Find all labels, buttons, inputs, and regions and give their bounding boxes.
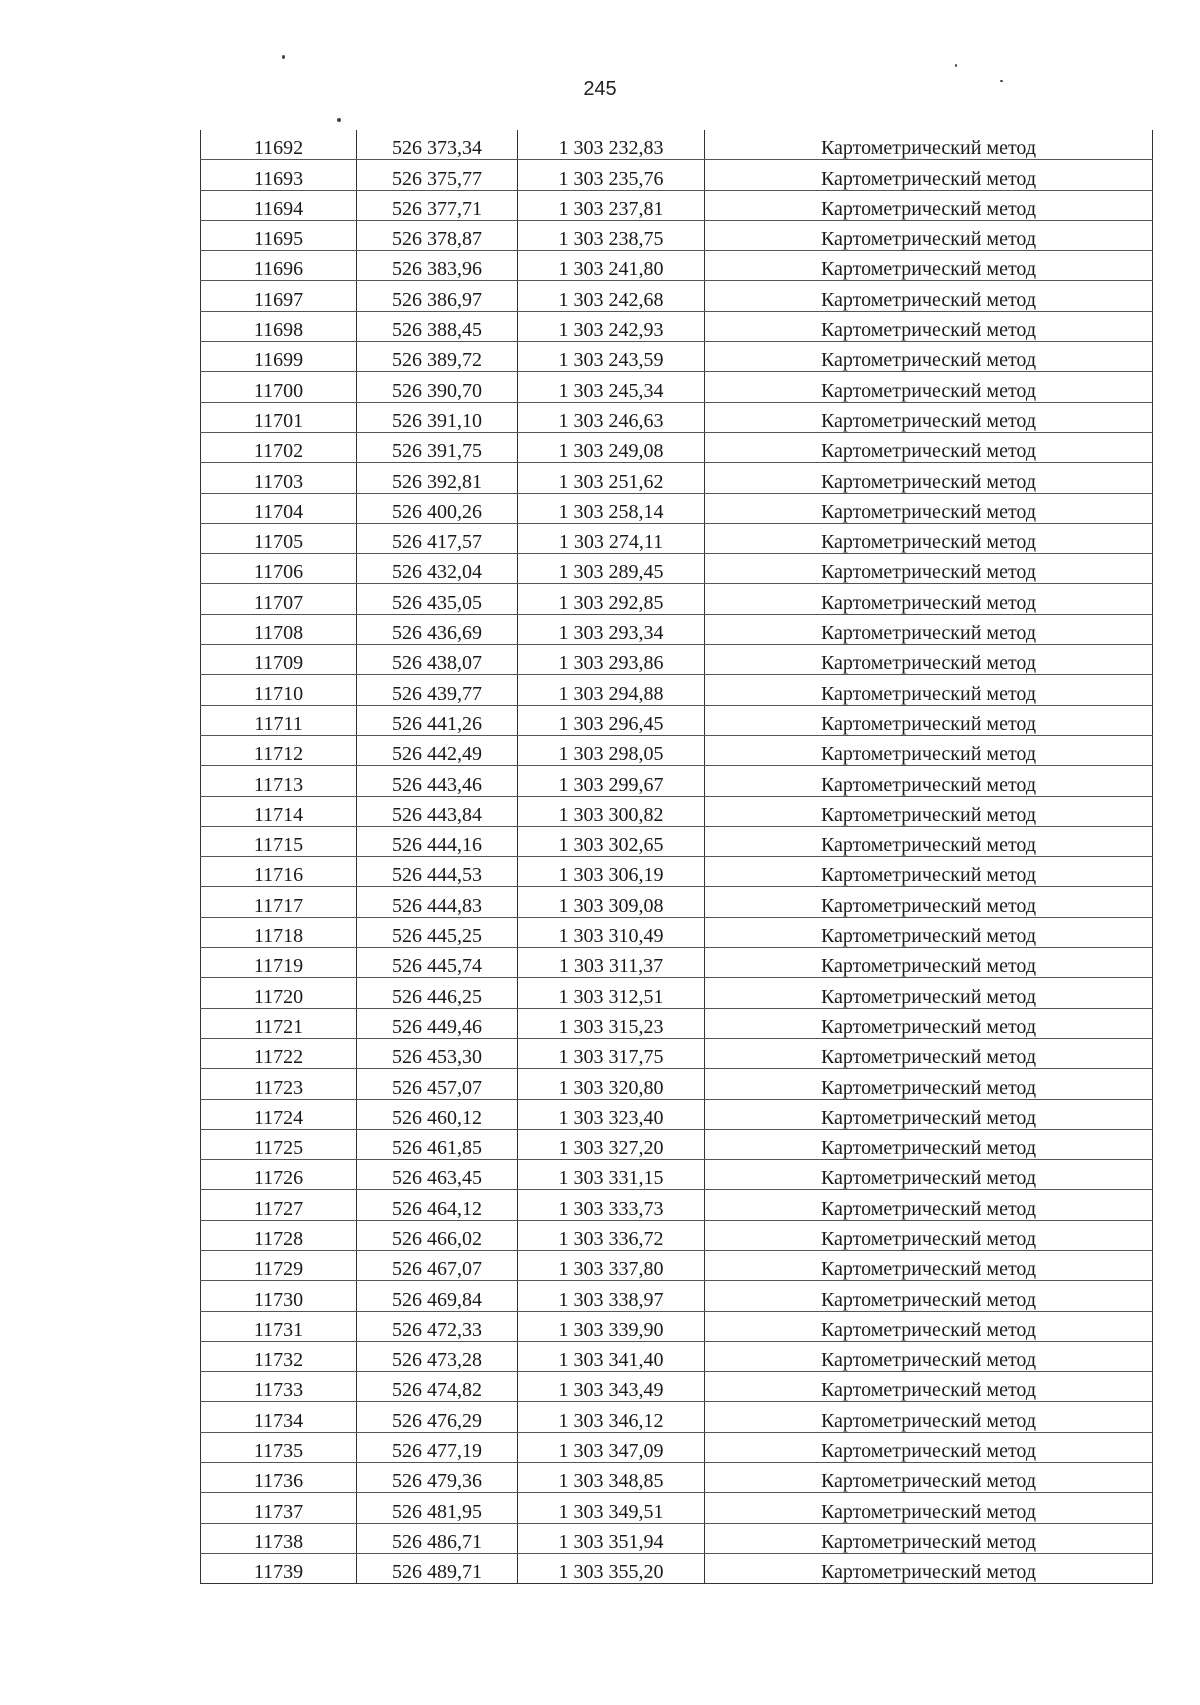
method-cell: Картометрический метод	[705, 1008, 1153, 1038]
method-cell: Картометрический метод	[705, 342, 1153, 372]
y-coordinate-cell: 1 303 292,85	[518, 584, 705, 614]
y-coordinate-cell: 1 303 294,88	[518, 675, 705, 705]
y-coordinate-cell: 1 303 251,62	[518, 463, 705, 493]
table-row	[201, 887, 1153, 917]
method-cell: Картометрический метод	[705, 493, 1153, 523]
y-coordinate-cell: 1 303 296,45	[518, 705, 705, 735]
table-row	[201, 1220, 1153, 1250]
point-number-cell: 11739	[201, 1553, 357, 1583]
method-cell: Картометрический метод	[705, 523, 1153, 553]
y-coordinate-cell: 1 303 331,15	[518, 1160, 705, 1190]
method-cell: Картометрический метод	[705, 735, 1153, 765]
y-coordinate-cell: 1 303 238,75	[518, 220, 705, 250]
x-coordinate-cell: 526 453,30	[357, 1038, 518, 1068]
y-coordinate-cell: 1 303 311,37	[518, 948, 705, 978]
point-number-cell: 11735	[201, 1432, 357, 1462]
x-coordinate-cell: 526 439,77	[357, 675, 518, 705]
x-coordinate-cell: 526 461,85	[357, 1129, 518, 1159]
point-number-cell: 11733	[201, 1372, 357, 1402]
y-coordinate-cell: 1 303 346,12	[518, 1402, 705, 1432]
y-coordinate-cell: 1 303 246,63	[518, 402, 705, 432]
method-cell: Картометрический метод	[705, 766, 1153, 796]
y-coordinate-cell: 1 303 300,82	[518, 796, 705, 826]
point-number-cell: 11730	[201, 1281, 357, 1311]
point-number-cell: 11726	[201, 1160, 357, 1190]
table-row	[201, 948, 1153, 978]
y-coordinate-cell: 1 303 355,20	[518, 1553, 705, 1583]
point-number-cell: 11723	[201, 1069, 357, 1099]
x-coordinate-cell: 526 373,34	[357, 130, 518, 160]
x-coordinate-cell: 526 489,71	[357, 1553, 518, 1583]
table-row	[201, 705, 1153, 735]
table-row	[201, 584, 1153, 614]
x-coordinate-cell: 526 400,26	[357, 493, 518, 523]
x-coordinate-cell: 526 388,45	[357, 311, 518, 341]
point-number-cell: 11707	[201, 584, 357, 614]
point-number-cell: 11700	[201, 372, 357, 402]
method-cell: Картометрический метод	[705, 311, 1153, 341]
method-cell: Картометрический метод	[705, 1038, 1153, 1068]
table-row	[201, 917, 1153, 947]
method-cell: Картометрический метод	[705, 1281, 1153, 1311]
table-row	[201, 311, 1153, 341]
y-coordinate-cell: 1 303 298,05	[518, 735, 705, 765]
table-row	[201, 1553, 1153, 1583]
x-coordinate-cell: 526 386,97	[357, 281, 518, 311]
table-row	[201, 1099, 1153, 1129]
table-row	[201, 432, 1153, 462]
point-number-cell: 11731	[201, 1311, 357, 1341]
point-number-cell: 11715	[201, 826, 357, 856]
table-row	[201, 826, 1153, 856]
x-coordinate-cell: 526 435,05	[357, 584, 518, 614]
method-cell: Картометрический метод	[705, 1493, 1153, 1523]
y-coordinate-cell: 1 303 274,11	[518, 523, 705, 553]
point-number-cell: 11714	[201, 796, 357, 826]
x-coordinate-cell: 526 389,72	[357, 342, 518, 372]
x-coordinate-cell: 526 375,77	[357, 160, 518, 190]
method-cell: Картометрический метод	[705, 857, 1153, 887]
table-row	[201, 190, 1153, 220]
x-coordinate-cell: 526 467,07	[357, 1250, 518, 1280]
y-coordinate-cell: 1 303 237,81	[518, 190, 705, 220]
x-coordinate-cell: 526 391,75	[357, 432, 518, 462]
method-cell: Картометрический метод	[705, 1250, 1153, 1280]
y-coordinate-cell: 1 303 347,09	[518, 1432, 705, 1462]
method-cell: Картометрический метод	[705, 190, 1153, 220]
method-cell: Картометрический метод	[705, 826, 1153, 856]
point-number-cell: 11738	[201, 1523, 357, 1553]
x-coordinate-cell: 526 443,84	[357, 796, 518, 826]
x-coordinate-cell: 526 477,19	[357, 1432, 518, 1462]
y-coordinate-cell: 1 303 242,68	[518, 281, 705, 311]
table-row	[201, 493, 1153, 523]
y-coordinate-cell: 1 303 312,51	[518, 978, 705, 1008]
y-coordinate-cell: 1 303 302,65	[518, 826, 705, 856]
point-number-cell: 11736	[201, 1463, 357, 1493]
x-coordinate-cell: 526 383,96	[357, 251, 518, 281]
point-number-cell: 11693	[201, 160, 357, 190]
method-cell: Картометрический метод	[705, 1463, 1153, 1493]
method-cell: Картометрический метод	[705, 554, 1153, 584]
table-row	[201, 675, 1153, 705]
x-coordinate-cell: 526 444,16	[357, 826, 518, 856]
method-cell: Картометрический метод	[705, 1432, 1153, 1462]
method-cell: Картометрический метод	[705, 1069, 1153, 1099]
y-coordinate-cell: 1 303 306,19	[518, 857, 705, 887]
method-cell: Картометрический метод	[705, 1402, 1153, 1432]
point-number-cell: 11703	[201, 463, 357, 493]
x-coordinate-cell: 526 486,71	[357, 1523, 518, 1553]
coordinates-table-body	[201, 130, 1153, 1584]
y-coordinate-cell: 1 303 333,73	[518, 1190, 705, 1220]
table-row	[201, 1372, 1153, 1402]
y-coordinate-cell: 1 303 289,45	[518, 554, 705, 584]
point-number-cell: 11692	[201, 130, 357, 160]
point-number-cell: 11729	[201, 1250, 357, 1280]
y-coordinate-cell: 1 303 315,23	[518, 1008, 705, 1038]
table-row	[201, 1038, 1153, 1068]
table-row	[201, 160, 1153, 190]
table-row	[201, 857, 1153, 887]
y-coordinate-cell: 1 303 320,80	[518, 1069, 705, 1099]
x-coordinate-cell: 526 391,10	[357, 402, 518, 432]
point-number-cell: 11706	[201, 554, 357, 584]
method-cell: Картометрический метод	[705, 130, 1153, 160]
x-coordinate-cell: 526 479,36	[357, 1463, 518, 1493]
x-coordinate-cell: 526 436,69	[357, 614, 518, 644]
table-row	[201, 372, 1153, 402]
method-cell: Картометрический метод	[705, 584, 1153, 614]
table-row	[201, 735, 1153, 765]
table-row	[201, 796, 1153, 826]
x-coordinate-cell: 526 446,25	[357, 978, 518, 1008]
method-cell: Картометрический метод	[705, 160, 1153, 190]
y-coordinate-cell: 1 303 336,72	[518, 1220, 705, 1250]
y-coordinate-cell: 1 303 241,80	[518, 251, 705, 281]
table-row	[201, 1160, 1153, 1190]
point-number-cell: 11719	[201, 948, 357, 978]
table-row	[201, 554, 1153, 584]
x-coordinate-cell: 526 441,26	[357, 705, 518, 735]
method-cell: Картометрический метод	[705, 705, 1153, 735]
point-number-cell: 11721	[201, 1008, 357, 1038]
method-cell: Картометрический метод	[705, 1190, 1153, 1220]
method-cell: Картометрический метод	[705, 645, 1153, 675]
table-row	[201, 766, 1153, 796]
y-coordinate-cell: 1 303 327,20	[518, 1129, 705, 1159]
point-number-cell: 11699	[201, 342, 357, 372]
x-coordinate-cell: 526 377,71	[357, 190, 518, 220]
coordinates-table	[200, 130, 1153, 1584]
point-number-cell: 11701	[201, 402, 357, 432]
x-coordinate-cell: 526 463,45	[357, 1160, 518, 1190]
x-coordinate-cell: 526 442,49	[357, 735, 518, 765]
y-coordinate-cell: 1 303 249,08	[518, 432, 705, 462]
table-row	[201, 342, 1153, 372]
y-coordinate-cell: 1 303 293,86	[518, 645, 705, 675]
table-row	[201, 402, 1153, 432]
point-number-cell: 11711	[201, 705, 357, 735]
point-number-cell: 11708	[201, 614, 357, 644]
table-row	[201, 1129, 1153, 1159]
method-cell: Картометрический метод	[705, 281, 1153, 311]
y-coordinate-cell: 1 303 258,14	[518, 493, 705, 523]
method-cell: Картометрический метод	[705, 1160, 1153, 1190]
method-cell: Картометрический метод	[705, 1099, 1153, 1129]
point-number-cell: 11727	[201, 1190, 357, 1220]
table-row	[201, 1311, 1153, 1341]
point-number-cell: 11737	[201, 1493, 357, 1523]
x-coordinate-cell: 526 474,82	[357, 1372, 518, 1402]
scan-speck	[337, 118, 341, 122]
point-number-cell: 11716	[201, 857, 357, 887]
point-number-cell: 11717	[201, 887, 357, 917]
y-coordinate-cell: 1 303 338,97	[518, 1281, 705, 1311]
method-cell: Картометрический метод	[705, 917, 1153, 947]
method-cell: Картометрический метод	[705, 402, 1153, 432]
y-coordinate-cell: 1 303 242,93	[518, 311, 705, 341]
table-row	[201, 614, 1153, 644]
point-number-cell: 11694	[201, 190, 357, 220]
x-coordinate-cell: 526 469,84	[357, 1281, 518, 1311]
method-cell: Картометрический метод	[705, 675, 1153, 705]
y-coordinate-cell: 1 303 323,40	[518, 1099, 705, 1129]
table-row	[201, 281, 1153, 311]
method-cell: Картометрический метод	[705, 1372, 1153, 1402]
y-coordinate-cell: 1 303 293,34	[518, 614, 705, 644]
y-coordinate-cell: 1 303 343,49	[518, 1372, 705, 1402]
y-coordinate-cell: 1 303 337,80	[518, 1250, 705, 1280]
y-coordinate-cell: 1 303 341,40	[518, 1341, 705, 1371]
point-number-cell: 11720	[201, 978, 357, 1008]
table-row	[201, 523, 1153, 553]
method-cell: Картометрический метод	[705, 1553, 1153, 1583]
x-coordinate-cell: 526 466,02	[357, 1220, 518, 1250]
table-row	[201, 220, 1153, 250]
point-number-cell: 11697	[201, 281, 357, 311]
x-coordinate-cell: 526 444,53	[357, 857, 518, 887]
table-row	[201, 251, 1153, 281]
table-row	[201, 1069, 1153, 1099]
y-coordinate-cell: 1 303 349,51	[518, 1493, 705, 1523]
y-coordinate-cell: 1 303 299,67	[518, 766, 705, 796]
table-row	[201, 463, 1153, 493]
point-number-cell: 11722	[201, 1038, 357, 1068]
x-coordinate-cell: 526 457,07	[357, 1069, 518, 1099]
method-cell: Картометрический метод	[705, 1523, 1153, 1553]
method-cell: Картометрический метод	[705, 251, 1153, 281]
y-coordinate-cell: 1 303 235,76	[518, 160, 705, 190]
x-coordinate-cell: 526 444,83	[357, 887, 518, 917]
table-row	[201, 1463, 1153, 1493]
method-cell: Картометрический метод	[705, 432, 1153, 462]
method-cell: Картометрический метод	[705, 1220, 1153, 1250]
y-coordinate-cell: 1 303 339,90	[518, 1311, 705, 1341]
point-number-cell: 11718	[201, 917, 357, 947]
x-coordinate-cell: 526 443,46	[357, 766, 518, 796]
x-coordinate-cell: 526 460,12	[357, 1099, 518, 1129]
y-coordinate-cell: 1 303 310,49	[518, 917, 705, 947]
scan-speck	[282, 55, 285, 59]
method-cell: Картометрический метод	[705, 372, 1153, 402]
method-cell: Картометрический метод	[705, 463, 1153, 493]
y-coordinate-cell: 1 303 351,94	[518, 1523, 705, 1553]
method-cell: Картометрический метод	[705, 1129, 1153, 1159]
table-row	[201, 1008, 1153, 1038]
point-number-cell: 11724	[201, 1099, 357, 1129]
table-row	[201, 1402, 1153, 1432]
table-row	[201, 1523, 1153, 1553]
point-number-cell: 11704	[201, 493, 357, 523]
table-row	[201, 1190, 1153, 1220]
x-coordinate-cell: 526 392,81	[357, 463, 518, 493]
method-cell: Картометрический метод	[705, 796, 1153, 826]
x-coordinate-cell: 526 464,12	[357, 1190, 518, 1220]
page-number: 245	[583, 78, 617, 100]
method-cell: Картометрический метод	[705, 887, 1153, 917]
method-cell: Картометрический метод	[705, 1341, 1153, 1371]
point-number-cell: 11734	[201, 1402, 357, 1432]
x-coordinate-cell: 526 445,74	[357, 948, 518, 978]
point-number-cell: 11702	[201, 432, 357, 462]
x-coordinate-cell: 526 445,25	[357, 917, 518, 947]
method-cell: Картометрический метод	[705, 1311, 1153, 1341]
y-coordinate-cell: 1 303 317,75	[518, 1038, 705, 1068]
table-row	[201, 1432, 1153, 1462]
table-row	[201, 1250, 1153, 1280]
y-coordinate-cell: 1 303 309,08	[518, 887, 705, 917]
point-number-cell: 11725	[201, 1129, 357, 1159]
table-row	[201, 130, 1153, 160]
table-row	[201, 1281, 1153, 1311]
x-coordinate-cell: 526 473,28	[357, 1341, 518, 1371]
point-number-cell: 11696	[201, 251, 357, 281]
point-number-cell: 11728	[201, 1220, 357, 1250]
y-coordinate-cell: 1 303 245,34	[518, 372, 705, 402]
table-row	[201, 1341, 1153, 1371]
method-cell: Картометрический метод	[705, 978, 1153, 1008]
point-number-cell: 11698	[201, 311, 357, 341]
x-coordinate-cell: 526 378,87	[357, 220, 518, 250]
scan-speck	[955, 64, 957, 67]
point-number-cell: 11732	[201, 1341, 357, 1371]
x-coordinate-cell: 526 390,70	[357, 372, 518, 402]
point-number-cell: 11710	[201, 675, 357, 705]
x-coordinate-cell: 526 449,46	[357, 1008, 518, 1038]
table-row	[201, 645, 1153, 675]
x-coordinate-cell: 526 417,57	[357, 523, 518, 553]
point-number-cell: 11705	[201, 523, 357, 553]
x-coordinate-cell: 526 432,04	[357, 554, 518, 584]
method-cell: Картометрический метод	[705, 948, 1153, 978]
method-cell: Картометрический метод	[705, 220, 1153, 250]
x-coordinate-cell: 526 472,33	[357, 1311, 518, 1341]
method-cell: Картометрический метод	[705, 614, 1153, 644]
x-coordinate-cell: 526 438,07	[357, 645, 518, 675]
point-number-cell: 11713	[201, 766, 357, 796]
table-row	[201, 978, 1153, 1008]
y-coordinate-cell: 1 303 348,85	[518, 1463, 705, 1493]
x-coordinate-cell: 526 476,29	[357, 1402, 518, 1432]
point-number-cell: 11709	[201, 645, 357, 675]
point-number-cell: 11695	[201, 220, 357, 250]
table-row	[201, 1493, 1153, 1523]
x-coordinate-cell: 526 481,95	[357, 1493, 518, 1523]
point-number-cell: 11712	[201, 735, 357, 765]
y-coordinate-cell: 1 303 243,59	[518, 342, 705, 372]
y-coordinate-cell: 1 303 232,83	[518, 130, 705, 160]
